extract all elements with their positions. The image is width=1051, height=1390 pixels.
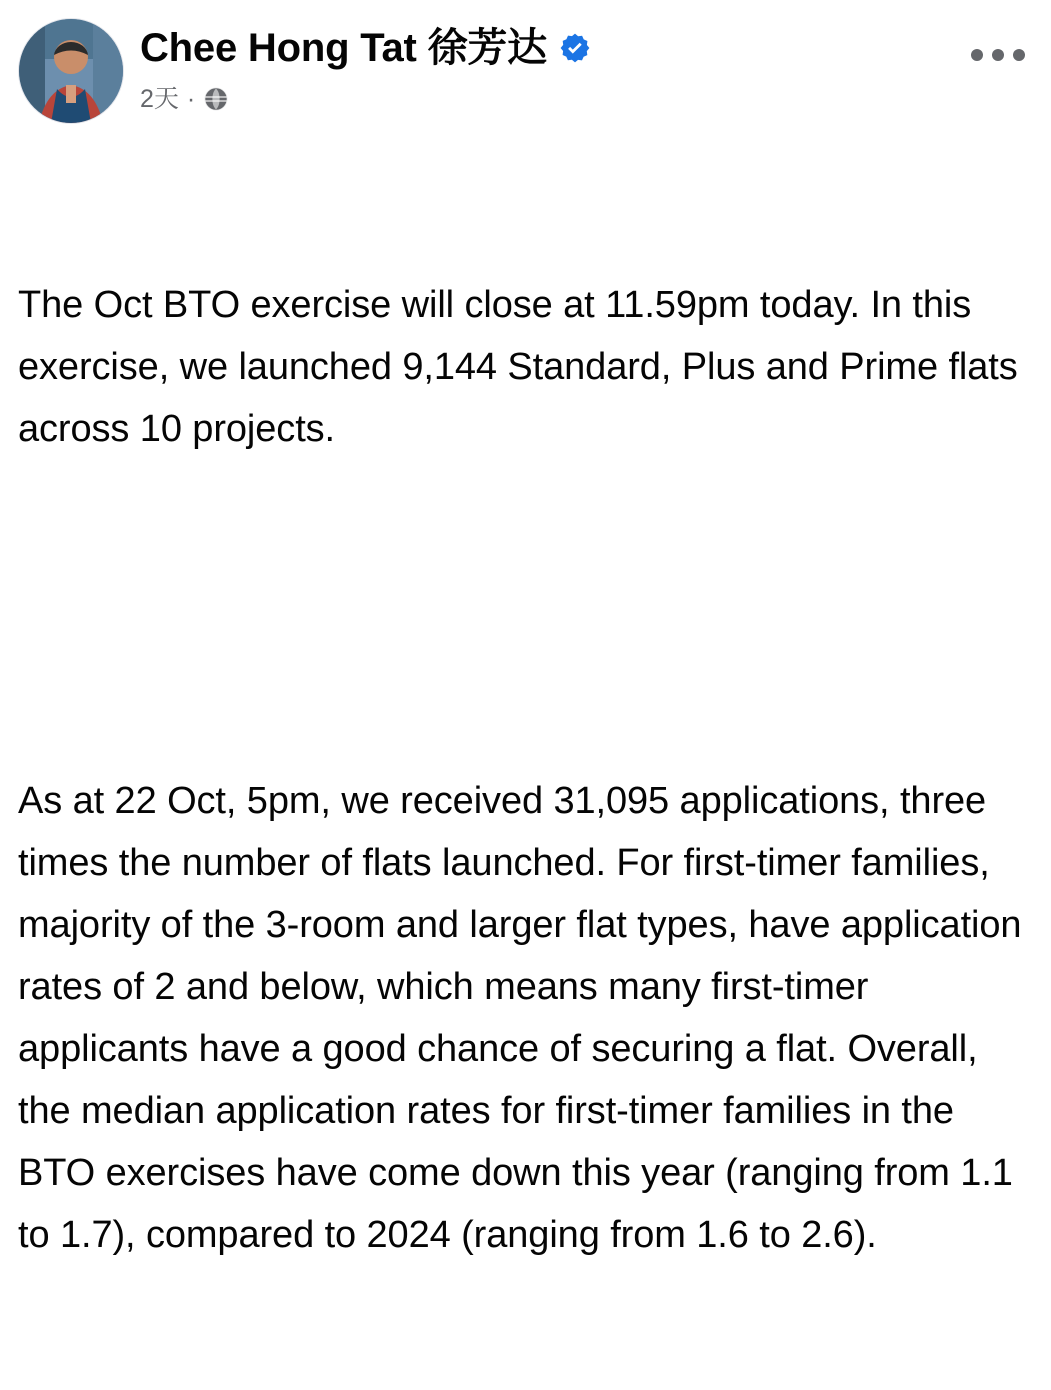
meta-separator: · [186,85,196,113]
more-dot [1013,49,1025,61]
post-more-options-button[interactable] [971,40,1025,70]
post-author-block [140,18,1029,114]
verified-badge-icon [559,32,591,64]
post-paragraph-1: The Oct BTO exercise will close at 11.59pm today. In this exercise, we launched 9,144 Standard, Plus and Prime flats across 10 projects. [18,284,1029,450]
author-name-row [140,24,1029,72]
post-header [18,18,1029,124]
more-dot [992,49,1004,61]
post-paragraph-2: As at 22 Oct, 5pm, we received 31,095 applications, three times the number of flats launched. For first-timer families, majority of the 3-room and larger flat types, have application rates of 2 and below, which means many first-timer applicants have a good chance of securing a flat. Overall, the median application rates for first-timer families in the BTO exercises have come down this year (ranging from 1.1 to 1.7), compared to 2024 (ranging from 1.6 to 2.6). [18,780,1032,1256]
globe-icon[interactable] [203,86,229,112]
avatar[interactable] [18,18,124,124]
post-timestamp[interactable]: 2天 [140,85,179,113]
post-paragraph-spacer [18,584,1029,646]
post-message [18,150,1032,1390]
post-meta [140,84,1029,114]
author-name[interactable]: Chee Hong Tat 徐芳达 [140,26,547,70]
more-dot [971,49,983,61]
